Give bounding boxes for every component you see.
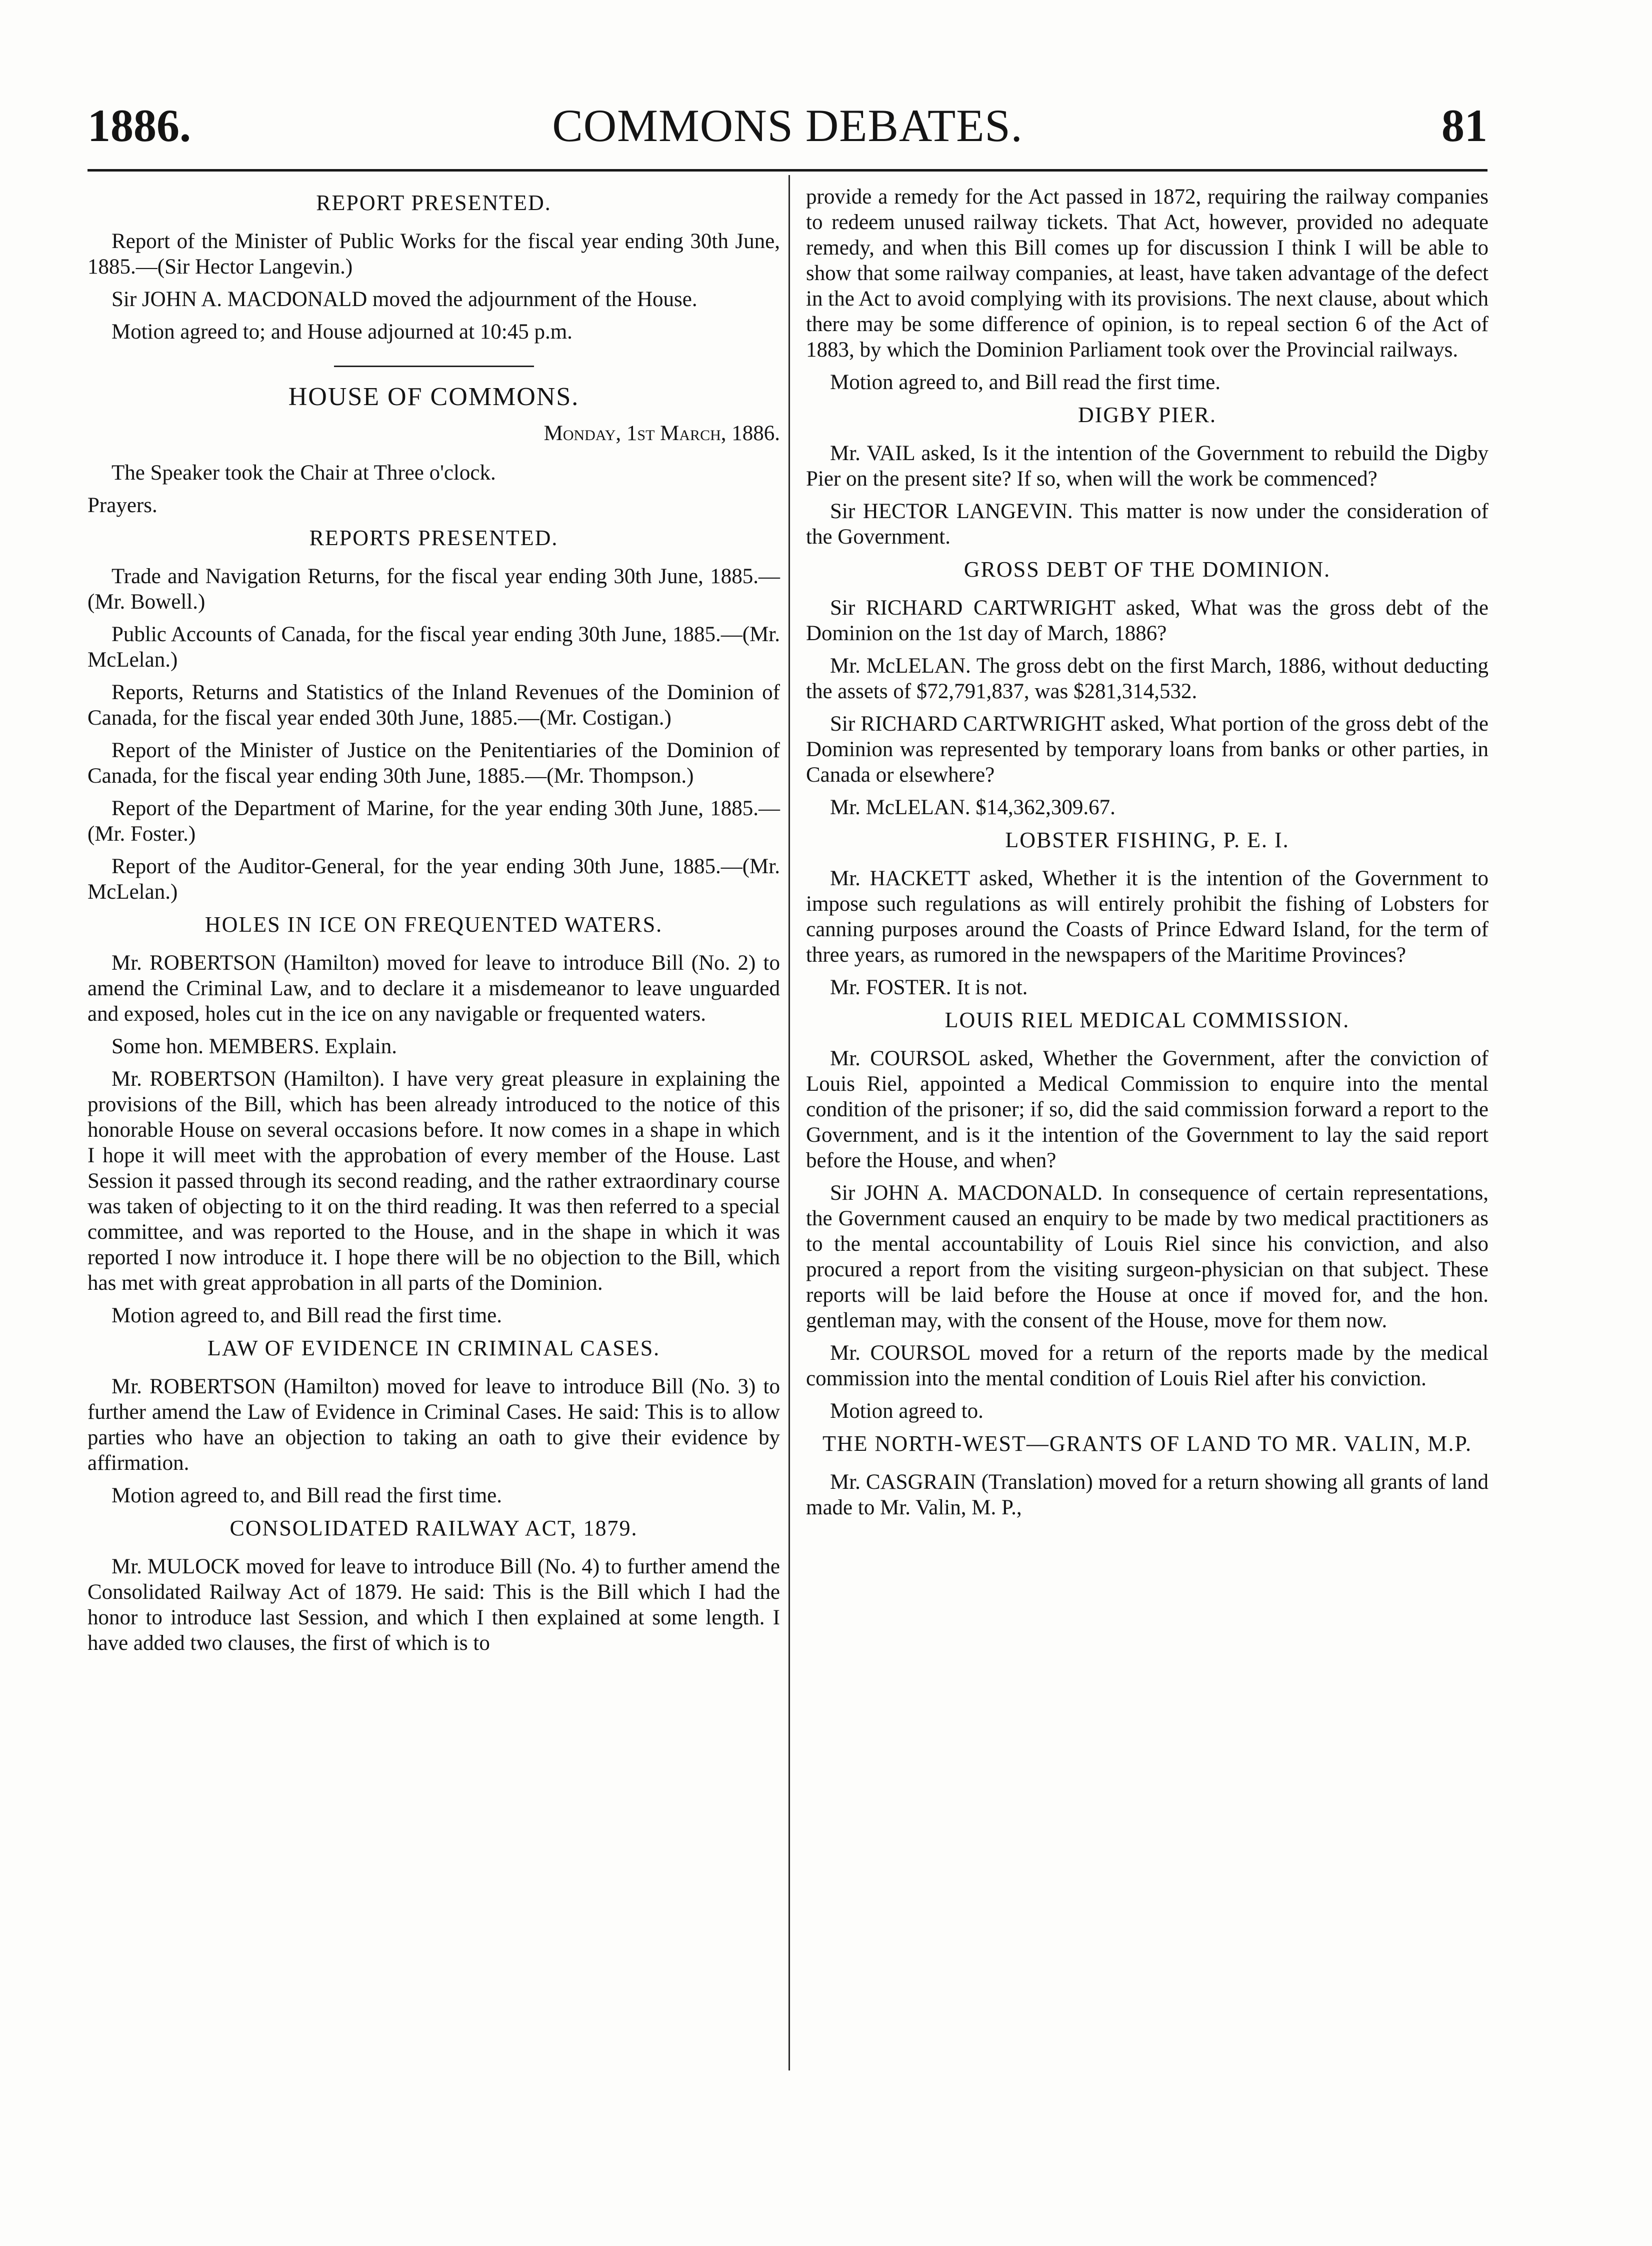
section-heading: DIGBY PIER. [1078,403,1217,427]
section-heading: LOUIS RIEL MEDICAL COMMISSION. [944,1008,1350,1032]
paragraph: Motion agreed to; and House adjourned at 10:45 p.m. [112,320,572,344]
sitting-date: Monday, 1st March, 1886. [544,422,780,445]
section-heading: CONSOLIDATED RAILWAY ACT, 1879. [230,1516,638,1540]
paragraph: Report of the Auditor-General, for the year ending 30th June, 1885.—(Mr. McLelan.) [88,855,780,904]
paragraph: Mr. CASGRAIN (Translation) moved for a return showing all grants of land made to Mr. Valin, M. P., [806,1470,1488,1519]
paragraph: Trade and Navigation Returns, for the fiscal year ending 30th June, 1885.—(Mr. Bowell.) [88,565,780,614]
paragraph: Sir HECTOR LANGEVIN. This matter is now under the consideration of the Government. [806,500,1488,549]
paragraph: Reports, Returns and Statistics of the Inland Revenues of the Dominion of Canada, for the fiscal year ended 30th June, 1885.—(Mr. Costigan.) [88,681,780,730]
section-title: HOUSE OF COMMONS. [288,383,580,411]
paragraph: Prayers. [88,494,158,517]
section-heading: REPORT PRESENTED. [316,191,552,215]
paragraph: Mr. MULOCK moved for leave to introduce Bill (No. 4) to further amend the Consolidated Railway Act of 1879. He said: This is the Bill which I had the honor to introduce last Session, and which I then explained at some length. I have added two clauses, the first of which is to [88,1555,780,1655]
paragraph: Mr. McLELAN. The gross debt on the first March, 1886, without deducting the assets of $72,791,837, was $281,314,532. [806,654,1488,703]
paragraph: Report of the Minister of Public Works for the fiscal year ending 30th June, 1885.—(Sir Hector Langevin.) [88,230,780,279]
header-page-number: 81 [1442,100,1488,151]
paragraph: Motion agreed to. [830,1399,984,1423]
paragraph: Mr. ROBERTSON (Hamilton) moved for leave to introduce Bill (No. 3) to further amend the Law of Evidence in Criminal Cases. He said: This is to allow parties who have an objection to taking an oath to give their evidence by affirmation. [88,1375,780,1475]
paragraph: Motion agreed to, and Bill read the first time. [112,1304,502,1327]
paragraph: Mr. COURSOL moved for a return of the reports made by the medical commission into the mental condition of Louis Riel after his conviction. [806,1341,1488,1390]
header-rule [88,169,1488,172]
header-title: COMMONS DEBATES. [552,100,1023,151]
right-column [806,184,1488,1527]
paragraph: Mr. COURSOL asked, Whether the Government, after the conviction of Louis Riel, appointed a Medical Commission to enquire into the mental condition of the prisoner; if so, did the said commission forward a report to the Government, and is it the intention of the Government to lay the said report before the House, and when? [806,1047,1488,1172]
left-column [88,184,780,1663]
section-heading: GROSS DEBT OF THE DOMINION. [964,557,1331,582]
column-divider [788,175,790,2070]
paragraph: Sir RICHARD CARTWRIGHT asked, What portion of the gross debt of the Dominion was represented by temporary loans from banks or other parties, in Canada or elsewhere? [806,712,1488,787]
paragraph: Report of the Department of Marine, for the year ending 30th June, 1885.—(Mr. Foster.) [88,797,780,846]
paragraph: Public Accounts of Canada, for the fiscal year ending 30th June, 1885.—(Mr. McLelan.) [88,623,780,672]
section-heading: REPORTS PRESENTED. [309,526,558,550]
section-heading: HOLES IN ICE ON FREQUENTED WATERS. [204,912,663,937]
paragraph: Some hon. MEMBERS. Explain. [112,1035,397,1058]
paragraph: Motion agreed to, and Bill read the first time. [112,1484,502,1507]
section-heading: THE NORTH-WEST—GRANTS OF LAND TO MR. VALIN, M.P. [822,1431,1472,1456]
paragraph: Mr. HACKETT asked, Whether it is the intention of the Government to impose such regulations as will entirely prohibit the fishing of Lobsters for canning purposes around the Coasts of Prince Edward Island, for the term of three years, as rumored in the newspapers of the Maritime Provinces? [806,867,1488,967]
paragraph: provide a remedy for the Act passed in 1872, requiring the railway companies to redeem unused railway tickets. That Act, however, provided no adequate remedy, and when this Bill comes up for discussion I think I will be able to show that some railway companies, at least, have taken advantage of the defect in the Act to avoid complying with its provisions. The next clause, about which there may be some difference of opinion, is to repeal section 6 of the Act of 1883, by which the Dominion Parliament took over the Provincial railways. [806,185,1488,362]
paragraph: Mr. ROBERTSON (Hamilton). I have very great pleasure in explaining the provisions of the Bill, which has been already introduced to the notice of this honorable House on several occasions before. It now comes in a shape in which I hope it will meet with the approbation of every member of the House. Last Session it passed through its second reading, and the rather extraordinary course was taken of objecting to it on the third reading. It was then referred to a special committee, and was reported to the House, and in the shape in which it was reported I now introduce it. I hope there will be no objection to the Bill, which has met with great approbation in all parts of the Dominion. [88,1067,780,1295]
paragraph: Sir RICHARD CARTWRIGHT asked, What was the gross debt of the Dominion on the 1st day of March, 1886? [806,596,1488,645]
paragraph: Motion agreed to, and Bill read the first time. [830,371,1220,394]
paragraph: Sir JOHN A. MACDONALD. In consequence of certain representations, the Government caused an enquiry to be made by two medical practitioners as to the mental accountability of Louis Riel since his conviction, and also procured a report from the visiting surgeon-physician on that subject. These reports will be laid before the House at once if moved for, and the hon. gentleman may, with the consent of the House, move for them now. [806,1181,1488,1332]
running-header [88,99,1488,159]
paragraph: Report of the Minister of Justice on the Penitentiaries of the Dominion of Canada, for the fiscal year ending 30th June, 1885.—(Mr. Thompson.) [88,739,780,788]
header-year: 1886. [88,100,191,151]
section-rule [334,366,534,367]
paragraph: Mr. VAIL asked, Is it the intention of the Government to rebuild the Digby Pier on the present site? If so, when will the work be commenced? [806,442,1488,491]
section-heading: LAW OF EVIDENCE IN CRIMINAL CASES. [207,1336,660,1360]
section-heading: LOBSTER FISHING, P. E. I. [1005,828,1290,852]
paragraph: Sir JOHN A. MACDONALD moved the adjournment of the House. [112,288,698,311]
paragraph: Mr. ROBERTSON (Hamilton) moved for leave to introduce Bill (No. 2) to amend the Criminal Law, and to declare it a misdemeanor to leave unguarded and exposed, holes cut in the ice on any navigable or frequented waters. [88,951,780,1026]
paragraph: The Speaker took the Chair at Three o'clock. [112,461,496,485]
paragraph: Mr. McLELAN. $14,362,309.67. [830,796,1116,819]
paragraph: Mr. FOSTER. It is not. [830,976,1028,999]
